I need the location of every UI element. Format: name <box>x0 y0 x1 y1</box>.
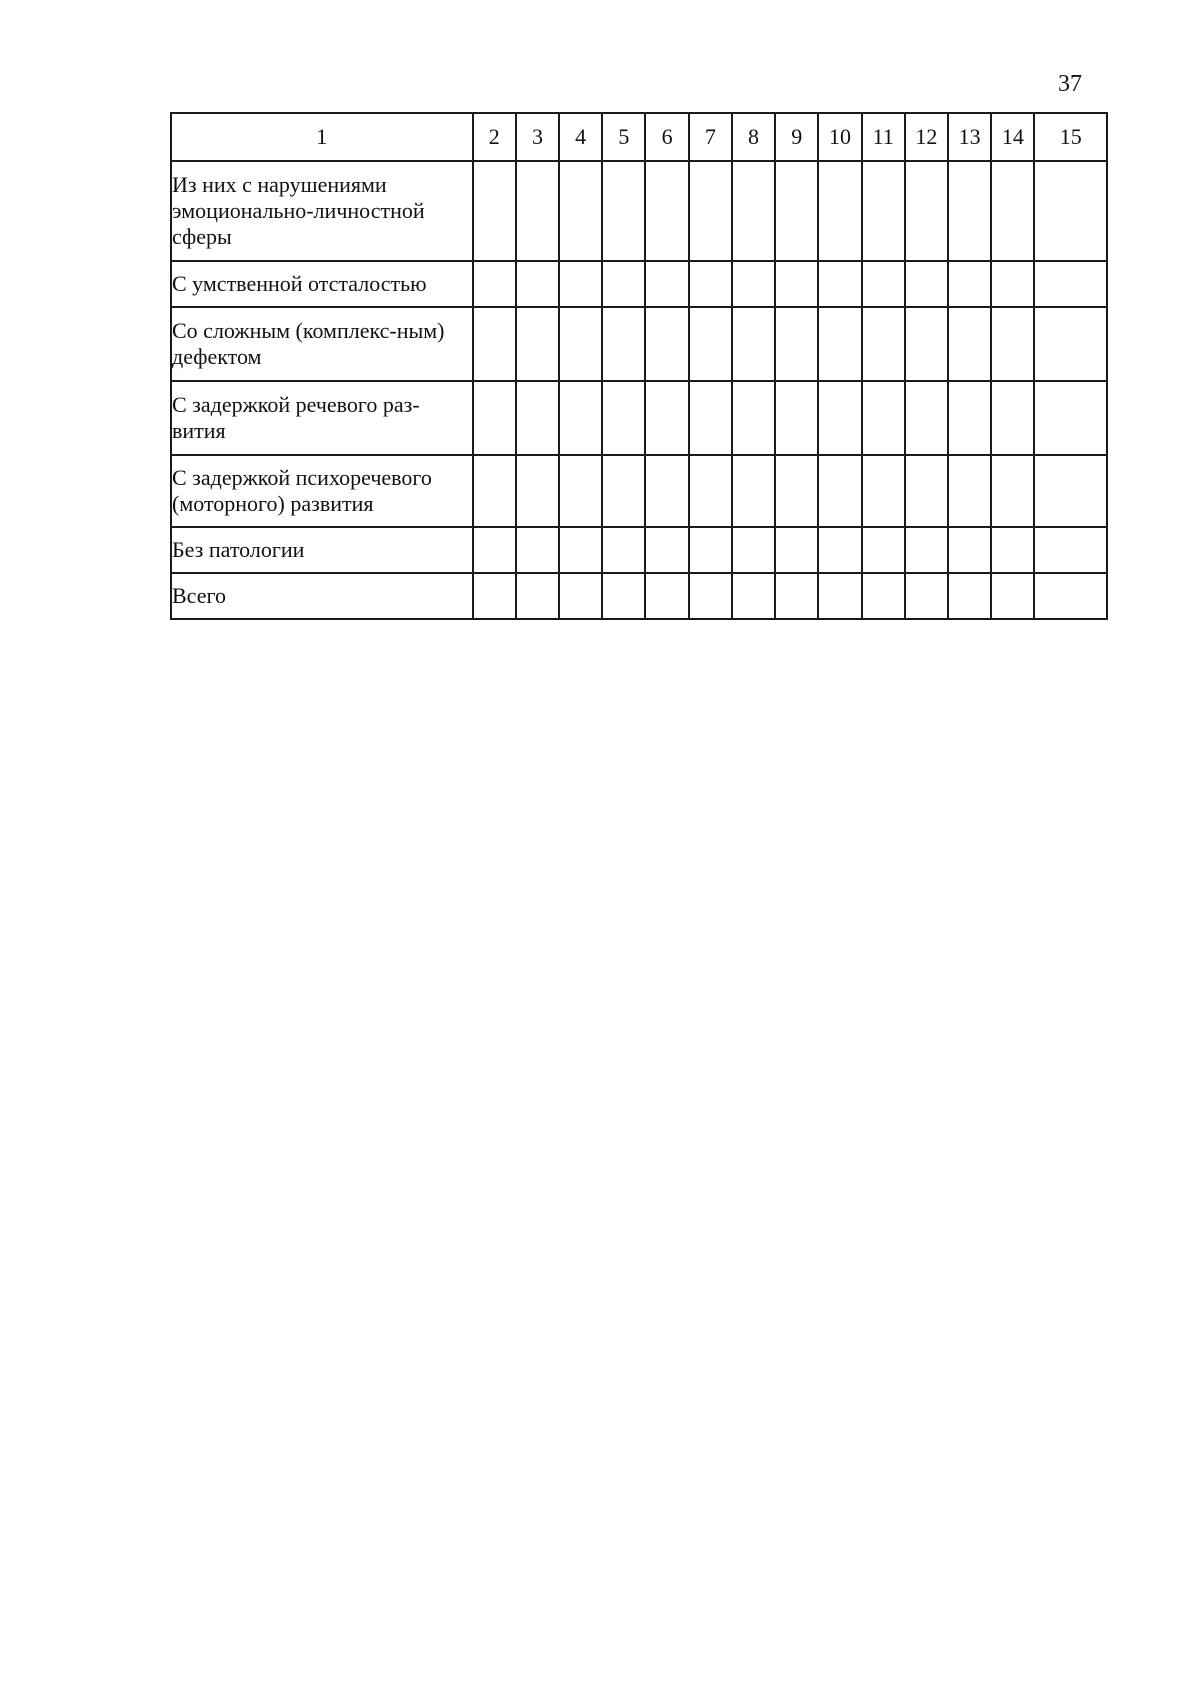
table-row <box>171 161 1107 261</box>
data-cell <box>862 261 905 307</box>
data-cell <box>473 261 516 307</box>
data-cell <box>602 573 645 619</box>
data-cell <box>818 381 861 455</box>
data-cell <box>645 381 688 455</box>
column-header: 5 <box>602 113 645 161</box>
column-header: 15 <box>1034 113 1107 161</box>
data-cell <box>948 381 991 455</box>
data-cell <box>1034 261 1107 307</box>
data-cell <box>905 455 948 527</box>
data-cell <box>559 573 602 619</box>
data-cell <box>991 527 1034 573</box>
data-cell <box>905 307 948 381</box>
column-header: 11 <box>862 113 905 161</box>
data-cell <box>559 261 602 307</box>
data-cell <box>991 381 1034 455</box>
data-cell <box>645 161 688 261</box>
column-header: 4 <box>559 113 602 161</box>
data-cell <box>645 527 688 573</box>
data-cell <box>473 455 516 527</box>
data-cell <box>645 261 688 307</box>
data-cell <box>645 455 688 527</box>
table-row <box>171 261 1107 307</box>
data-cell <box>775 307 818 381</box>
data-cell <box>516 161 559 261</box>
column-header: 3 <box>516 113 559 161</box>
data-cell <box>473 527 516 573</box>
data-cell <box>775 381 818 455</box>
column-header: 12 <box>905 113 948 161</box>
data-cell <box>559 381 602 455</box>
data-cell <box>559 527 602 573</box>
table-row <box>171 381 1107 455</box>
data-cell <box>991 307 1034 381</box>
data-cell <box>948 161 991 261</box>
data-cell <box>559 455 602 527</box>
data-cell <box>991 455 1034 527</box>
row-label: С задержкой психоречевого (моторного) развития <box>171 455 473 527</box>
data-cell <box>602 307 645 381</box>
data-cell <box>516 455 559 527</box>
table-row <box>171 573 1107 619</box>
data-cell <box>818 261 861 307</box>
data-cell <box>559 307 602 381</box>
data-cell <box>689 307 732 381</box>
data-cell <box>905 261 948 307</box>
column-header: 2 <box>473 113 516 161</box>
data-cell <box>602 455 645 527</box>
statistics-table <box>170 112 1108 620</box>
data-cell <box>905 573 948 619</box>
data-cell <box>689 161 732 261</box>
table-row <box>171 307 1107 381</box>
data-cell <box>732 307 775 381</box>
data-cell <box>516 381 559 455</box>
data-cell <box>732 573 775 619</box>
data-cell <box>775 161 818 261</box>
data-cell <box>516 527 559 573</box>
data-cell <box>862 307 905 381</box>
data-cell <box>862 455 905 527</box>
column-header: 6 <box>645 113 688 161</box>
data-cell <box>905 381 948 455</box>
data-cell <box>732 381 775 455</box>
column-header: 1 <box>171 113 473 161</box>
data-cell <box>991 573 1034 619</box>
data-cell <box>775 573 818 619</box>
data-cell <box>775 527 818 573</box>
data-cell <box>732 161 775 261</box>
data-cell <box>775 261 818 307</box>
column-header: 9 <box>775 113 818 161</box>
data-cell <box>645 573 688 619</box>
row-label: Со сложным (комплекс-ным) дефектом <box>171 307 473 381</box>
data-cell <box>689 573 732 619</box>
row-label: С задержкой речевого раз-вития <box>171 381 473 455</box>
data-cell <box>948 455 991 527</box>
data-cell <box>1034 455 1107 527</box>
row-label: Всего <box>171 573 473 619</box>
data-cell <box>473 573 516 619</box>
column-header: 10 <box>818 113 861 161</box>
data-cell <box>473 381 516 455</box>
data-cell <box>689 381 732 455</box>
data-cell <box>602 161 645 261</box>
data-cell <box>1034 161 1107 261</box>
data-cell <box>602 527 645 573</box>
column-header: 14 <box>991 113 1034 161</box>
data-cell <box>862 381 905 455</box>
data-cell <box>862 161 905 261</box>
table-row <box>171 527 1107 573</box>
data-cell <box>689 261 732 307</box>
data-cell <box>948 527 991 573</box>
data-cell <box>602 261 645 307</box>
data-cell <box>473 307 516 381</box>
data-cell <box>991 261 1034 307</box>
data-cell <box>862 573 905 619</box>
data-cell <box>775 455 818 527</box>
data-cell <box>732 261 775 307</box>
row-label: Без патологии <box>171 527 473 573</box>
data-cell <box>732 527 775 573</box>
table-row <box>171 455 1107 527</box>
data-cell <box>818 307 861 381</box>
data-cell <box>905 527 948 573</box>
data-cell <box>1034 307 1107 381</box>
data-cell <box>516 307 559 381</box>
data-cell <box>732 455 775 527</box>
data-cell <box>473 161 516 261</box>
data-cell <box>948 261 991 307</box>
data-cell <box>1034 573 1107 619</box>
data-cell <box>516 573 559 619</box>
data-cell <box>818 455 861 527</box>
data-cell <box>602 381 645 455</box>
column-header: 8 <box>732 113 775 161</box>
data-cell <box>559 161 602 261</box>
data-cell <box>991 161 1034 261</box>
row-label: Из них с нарушениями эмоционально-личностной сферы <box>171 161 473 261</box>
row-label: С умственной отсталостью <box>171 261 473 307</box>
column-header: 7 <box>689 113 732 161</box>
page-number: 37 <box>1058 71 1082 97</box>
data-cell <box>905 161 948 261</box>
data-cell <box>689 527 732 573</box>
data-cell <box>818 573 861 619</box>
data-cell <box>689 455 732 527</box>
data-cell <box>1034 527 1107 573</box>
data-cell <box>516 261 559 307</box>
data-cell <box>645 307 688 381</box>
data-cell <box>818 527 861 573</box>
table-header-row <box>171 113 1107 161</box>
data-cell <box>948 307 991 381</box>
data-cell <box>948 573 991 619</box>
data-cell <box>862 527 905 573</box>
data-cell <box>818 161 861 261</box>
data-cell <box>1034 381 1107 455</box>
column-header: 13 <box>948 113 991 161</box>
